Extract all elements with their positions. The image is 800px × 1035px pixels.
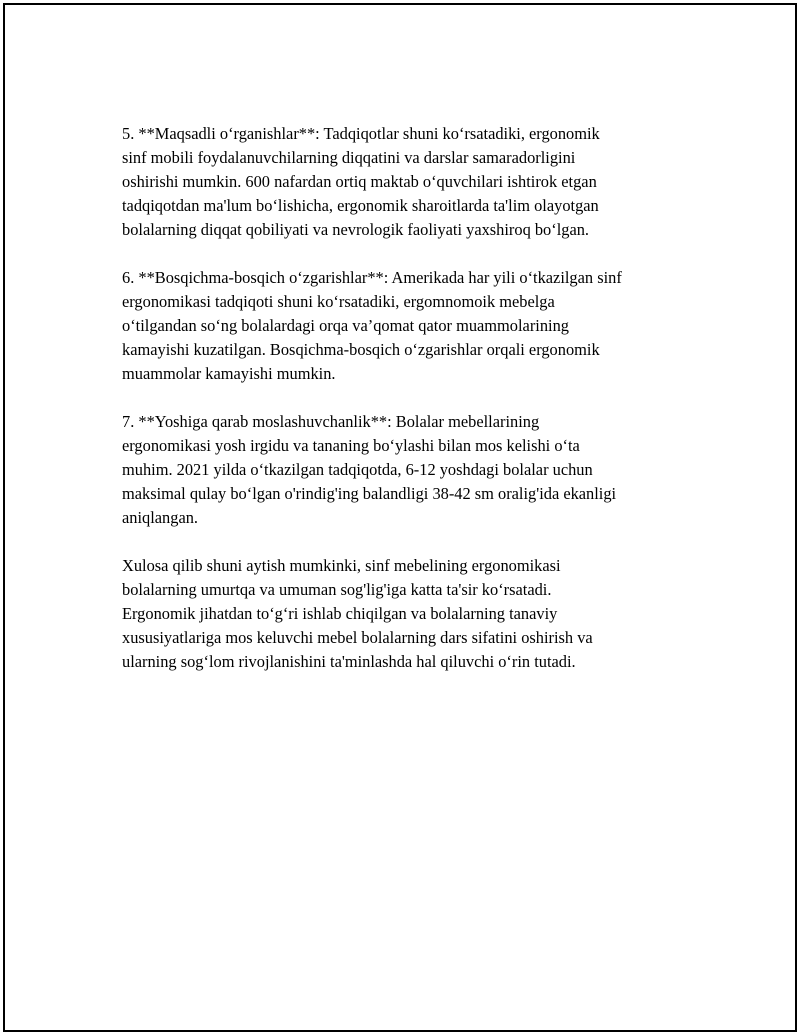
text-line: kamayishi kuzatilgan. Bosqichma-bosqich o‘zgarishlar orqali ergonomik [122,340,600,359]
paragraph-bosqichma-bosqich [122,266,702,386]
text-line: Xulosa qilib shuni aytish mumkinki, sinf mebelining ergonomikasi [122,556,561,575]
text-line: muammolar kamayishi mumkin. [122,364,336,383]
text-line: ergonomikasi tadqiqoti shuni ko‘rsatadiki, ergomnomoik mebelga [122,292,555,311]
text-line: tadqiqotdan ma'lum bo‘lishicha, ergonomik sharoitlarda ta'lim olayotgan [122,196,599,215]
text-line: ularning sog‘lom rivojlanishini ta'minlashda hal qiluvchi o‘rin tutadi. [122,652,576,671]
text-line: maksimal qulay bo‘lgan o'rindig'ing balandligi 38-42 sm oralig'ida ekanligi [122,484,617,503]
paragraph-yoshiga-qarab [122,410,702,530]
text-line: aniqlangan. [122,508,199,527]
paragraph-xulosa [122,554,702,674]
text-line: o‘tilgandan so‘ng bolalardagi orqa va’qomat qator muammolarining [122,316,569,335]
text-line: 7. **Yoshiga qarab moslashuvchanlik**: Bolalar mebellarining [122,412,540,431]
text-line: muhim. 2021 yilda o‘tkazilgan tadqiqotda, 6-12 yoshdagi bolalar uchun [122,460,593,479]
text-line: xususiyatlariga mos keluvchi mebel bolalarning dars sifatini oshirish va [122,628,593,647]
text-line: bolalarning diqqat qobiliyati va nevrologik faoliyati yaxshiroq bo‘lgan. [122,220,590,239]
text-line: 5. **Maqsadli o‘rganishlar**: Tadqiqotlar shuni ko‘rsatadiki, ergonomik [122,124,600,143]
page-frame [3,3,797,1032]
text-line: oshirishi mumkin. 600 nafardan ortiq maktab o‘quvchilari ishtirok etgan [122,172,597,191]
text-line: ergonomikasi yosh irgidu va tananing bo‘ylashi bilan mos kelishi o‘ta [122,436,580,455]
text-line: sinf mobili foydalanuvchilarning diqqatini va darslar samaradorligini [122,148,576,167]
document-body [122,122,702,698]
text-line: Ergonomik jihatdan to‘g‘ri ishlab chiqilgan va bolalarning tanaviy [122,604,558,623]
text-line: bolalarning umurtqa va umuman sog'lig'iga katta ta'sir ko‘rsatadi. [122,580,552,599]
paragraph-maqsadli-organishlar [122,122,702,242]
text-line: 6. **Bosqichma-bosqich o‘zgarishlar**: Amerikada har yili o‘tkazilgan sinf [122,268,622,287]
